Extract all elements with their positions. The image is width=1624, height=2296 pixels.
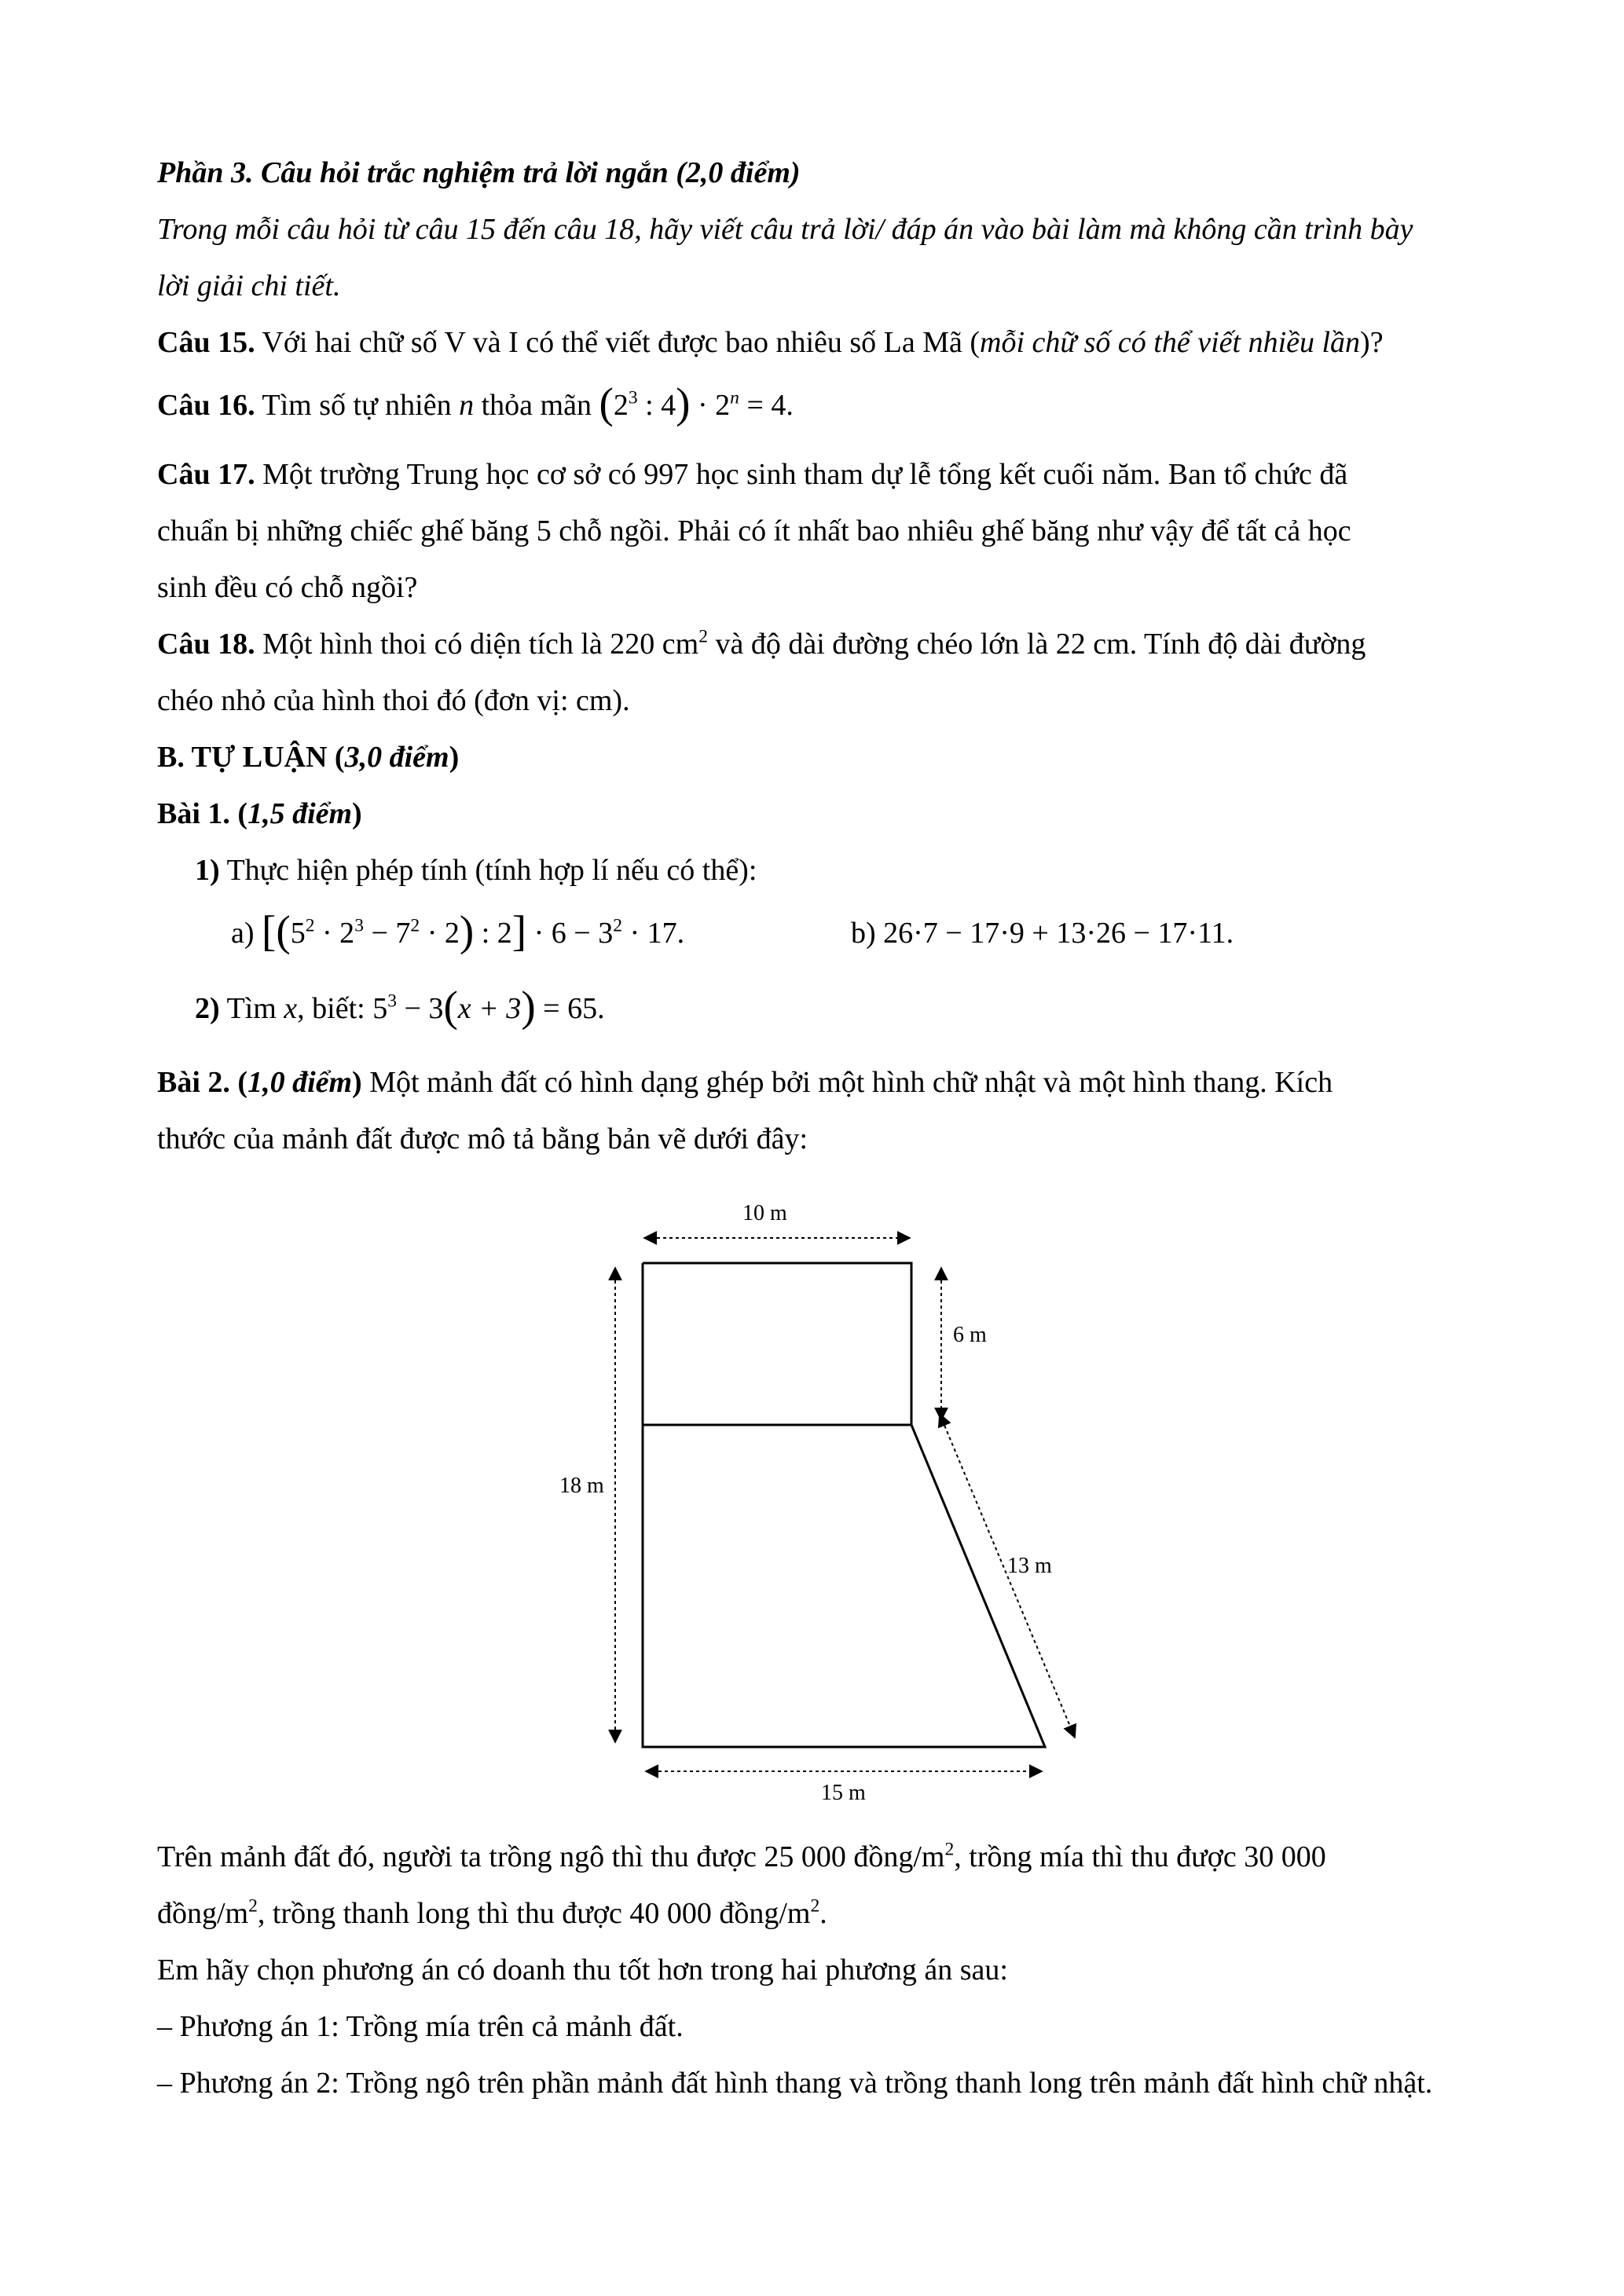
revenue-1b: , trồng mía thì thu được 30 000 (954, 1840, 1326, 1873)
slant-label: 13 m (1007, 1554, 1052, 1578)
bai2-points: 1,0 điểm (247, 1066, 353, 1099)
bai1-part2-open: ( (443, 982, 458, 1031)
bai1-a-label: a) (231, 917, 255, 950)
bai2-line-2: thước của mảnh đất được mô tả bằng bản vẽ dưới đây: (157, 1122, 808, 1155)
bai1-part1-label: 1) (195, 854, 220, 887)
question-17-label: Câu 17. (157, 458, 255, 491)
question-16-var: n (459, 389, 475, 422)
bai1-part2-text2: , biết: (297, 992, 373, 1025)
question-17-line-2: chuẩn bị những chiếc ghế băng 5 chỗ ngồi. Phải có ít nhất bao nhiêu ghế băng như vậy để tất cả học (157, 514, 1351, 547)
bai1-b-label: b) (851, 917, 876, 950)
section-b-points: 3,0 điểm (344, 741, 449, 774)
revenue-2-sup2: 2 (810, 1895, 820, 1917)
revenue-2b: , trồng thanh long thì thu được 40 000 đồng/m (257, 1897, 811, 1930)
bai1-part2-exp: 3 (387, 991, 397, 1012)
question-16-text: Tìm số tự nhiên (255, 389, 460, 422)
question-16-text2: thỏa mãn (474, 389, 599, 422)
section-b-title: B. TỰ LUẬN (157, 741, 328, 774)
question-15-italic: mỗi chữ số có thể viết nhiều lần (980, 326, 1361, 359)
question-16-exp2: n (730, 387, 739, 408)
revenue-2-sup: 2 (248, 1895, 258, 1917)
option-1: – Phương án 1: Trồng mía trên cả mảnh đất. (157, 2010, 684, 2043)
question-18-text-a: Một hình thoi có diện tích là 220 cm (255, 628, 699, 661)
bai1-a-expression: [$(5^2 \cdot 2^3 - 7^2 \cdot 2)$ : $2] \cdot 6 - 3^2 \cdot 17$. (262, 906, 685, 955)
part3-points: (2,0 điểm) (676, 156, 801, 189)
bai1-part2-mid: − 3 (397, 992, 444, 1025)
question-15-end: )? (1360, 326, 1384, 359)
bottom-width-label: 15 m (821, 1781, 866, 1805)
bai1-part2-inner: x + 3 (457, 992, 522, 1025)
bai1-part1-text: Thực hiện phép tính (tính hợp lí nếu có thể): (219, 854, 757, 887)
question-16-close: ) (676, 379, 691, 427)
question-18-text-b: và độ dài đường chéo lớn là 22 cm. Tính độ dài đường (708, 628, 1366, 661)
bai1-part2-close: ) (521, 982, 536, 1031)
bai2-text: Một mảnh đất có hình dạng ghép bởi một hình chữ nhật và một hình thang. Kích (361, 1066, 1333, 1099)
question-17-line-3: sinh đều có chỗ ngồi? (157, 571, 418, 604)
question-16-open: ( (599, 379, 614, 427)
question-15-label: Câu 15. (157, 326, 255, 359)
bai1-b-expression: 26·7 − 17·9 + 13·26 − 17·11. (883, 917, 1234, 950)
question-16-exp1: 3 (628, 387, 638, 408)
bai1-part2-result: = 65. (535, 992, 605, 1025)
bai2-close: ) (352, 1066, 362, 1099)
question-17-text: Một trường Trung học cơ sở có 997 học sinh tham dự lễ tổng kết cuối năm. Ban tổ chức đã (255, 458, 1348, 491)
bai1-part2-base: 5 (372, 992, 388, 1025)
revenue-2c: . (819, 1897, 827, 1930)
question-16-result: = 4. (739, 389, 794, 422)
bai1-open: ( (229, 797, 248, 830)
question-15-text: Với hai chữ số V và I có thể viết được bao nhiêu số La Mã ( (255, 326, 981, 359)
part3-instruction-2: lời giải chi tiết. (157, 269, 341, 302)
bai1-part2-label: 2) (195, 992, 220, 1025)
bai1-points: 1,5 điểm (247, 797, 353, 830)
revenue-2a: đồng/m (157, 1897, 249, 1930)
bai2-open: ( (229, 1066, 248, 1099)
part3-instruction-1: Trong mỗi câu hỏi từ câu 15 đến câu 18, hãy viết câu trả lời/ đáp án vào bài làm mà không cần trình bày (157, 213, 1413, 246)
question-16-base1: 2 (613, 389, 629, 422)
revenue-1a: Trên mảnh đất đó, người ta trồng ngô thì thu được 25 000 đồng/m (157, 1840, 945, 1873)
top-width-label: 10 m (742, 1201, 787, 1225)
bai1-part2-var: x (284, 992, 298, 1025)
bai1-title: Bài 1. (157, 797, 230, 830)
bai1-close: ) (352, 797, 362, 830)
section-b-open: ( (327, 741, 345, 774)
revenue-line-2 (157, 1896, 827, 1932)
choose-line: Em hãy chọn phương án có doanh thu tốt hơn trong hai phương án sau: (157, 1954, 1008, 1987)
part3-title: Phần 3. Câu hỏi trắc nghiệm trả lời ngắn (157, 156, 669, 189)
bai1-part2-text: Tìm (219, 992, 284, 1025)
question-16-mid: : 4 (637, 389, 676, 422)
rect-height-label: 6 m (953, 1323, 987, 1347)
section-b-close: ) (449, 741, 460, 774)
revenue-1-sup: 2 (944, 1839, 955, 1860)
total-height-label: 18 m (559, 1474, 604, 1498)
bai2-title: Bài 2. (157, 1066, 230, 1099)
question-16-dot: · 2 (690, 389, 731, 422)
option-2: – Phương án 2: Trồng ngô trên phần mảnh đất hình thang và trồng thanh long trên mảnh đất hình chữ nhật. (157, 2067, 1433, 2100)
question-18-sup: 2 (698, 626, 708, 647)
revenue-line-1 (157, 1840, 1326, 1876)
question-18-label: Câu 18. (157, 628, 255, 661)
question-16-label: Câu 16. (157, 389, 255, 422)
question-18-line-2: chéo nhỏ của hình thoi đó (đơn vị: cm). (157, 684, 630, 717)
